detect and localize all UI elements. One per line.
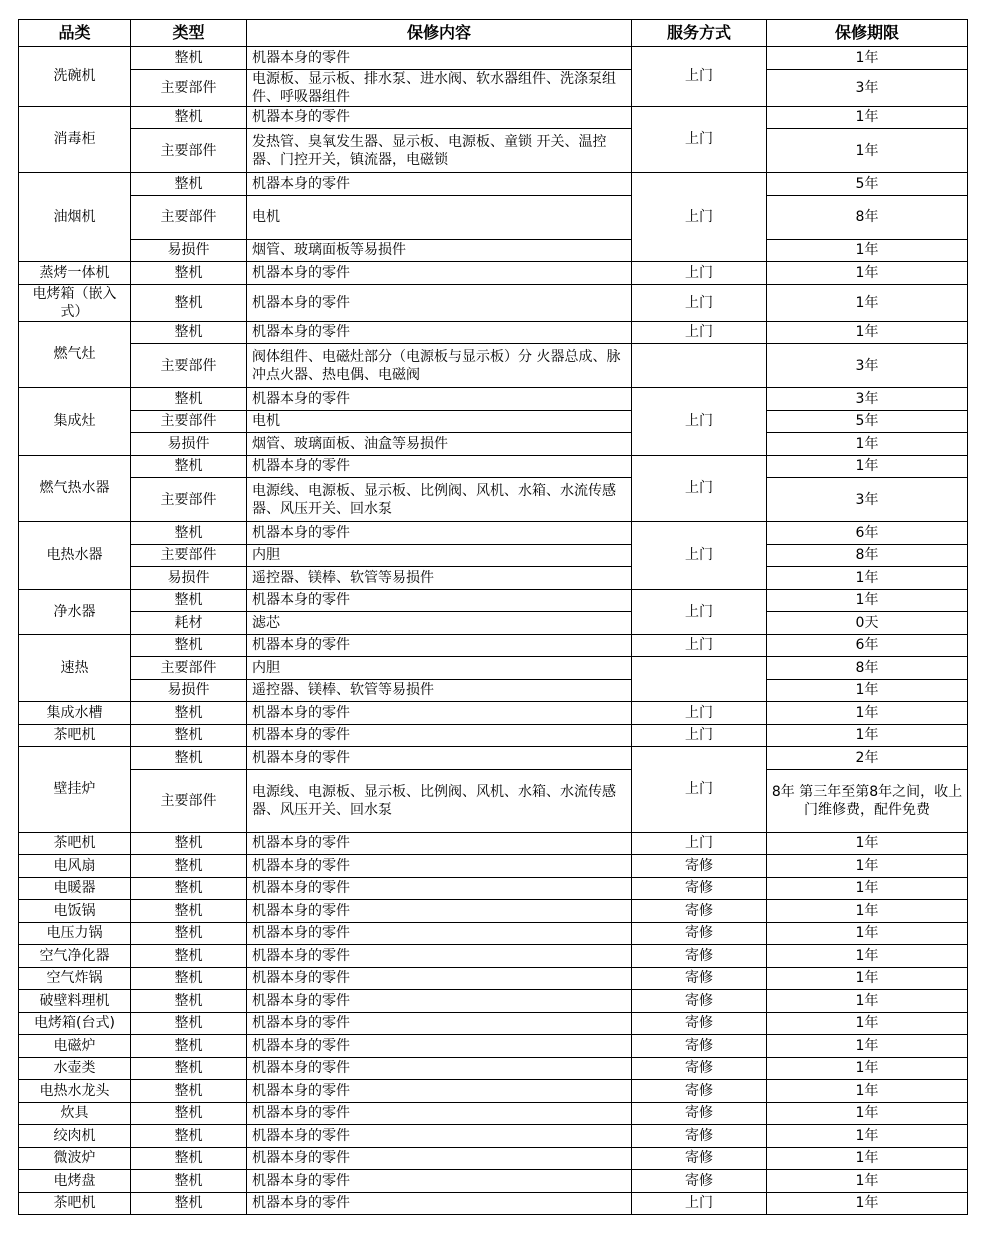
period-cell: 3年 [767, 69, 968, 106]
period-cell: 1年 [767, 832, 968, 855]
type-cell: 主要部件 [131, 769, 247, 832]
content-cell: 机器本身的零件 [247, 1147, 632, 1170]
period-cell: 1年 [767, 284, 968, 321]
type-cell: 整机 [131, 634, 247, 657]
category-cell: 绞肉机 [19, 1125, 131, 1148]
content-cell: 电源板、显示板、排水泵、进水阀、软水器组件、洗涤泵组件、呼吸器组件 [247, 69, 632, 106]
period-cell: 5年 [767, 173, 968, 196]
header-category: 品类 [19, 20, 131, 47]
category-cell: 电风扇 [19, 855, 131, 878]
category-cell: 电暖器 [19, 877, 131, 900]
content-cell: 机器本身的零件 [247, 47, 632, 70]
type-cell: 整机 [131, 1057, 247, 1080]
service-cell: 寄修 [632, 1057, 767, 1080]
period-cell: 1年 [767, 321, 968, 344]
service-cell: 寄修 [632, 1102, 767, 1125]
type-cell: 易损件 [131, 567, 247, 590]
type-cell: 整机 [131, 321, 247, 344]
type-cell: 主要部件 [131, 544, 247, 567]
table-row [19, 855, 968, 878]
content-cell: 电源线、电源板、显示板、比例阀、风机、水箱、水流传感器、风压开关、回水泵 [247, 478, 632, 522]
table-row [19, 239, 968, 262]
table-row [19, 433, 968, 456]
content-cell: 机器本身的零件 [247, 967, 632, 990]
content-cell: 机器本身的零件 [247, 1012, 632, 1035]
category-cell: 洗碗机 [19, 47, 131, 107]
category-cell: 电烤箱(台式) [19, 1012, 131, 1035]
period-cell: 1年 [767, 1192, 968, 1215]
period-cell: 1年 [767, 589, 968, 612]
table-row [19, 1102, 968, 1125]
table-row [19, 679, 968, 702]
table-row [19, 724, 968, 747]
table-row [19, 455, 968, 478]
content-cell: 机器本身的零件 [247, 1035, 632, 1058]
category-cell: 破壁料理机 [19, 990, 131, 1013]
header-type: 类型 [131, 20, 247, 47]
service-cell: 寄修 [632, 1035, 767, 1058]
period-cell: 2年 [767, 747, 968, 770]
content-cell: 电源线、电源板、显示板、比例阀、风机、水箱、水流传感器、风压开关、回水泵 [247, 769, 632, 832]
type-cell: 整机 [131, 1102, 247, 1125]
service-cell: 上门 [632, 724, 767, 747]
content-cell: 遥控器、镁棒、软管等易损件 [247, 679, 632, 702]
type-cell: 主要部件 [131, 69, 247, 106]
period-cell: 1年 [767, 679, 968, 702]
content-cell: 机器本身的零件 [247, 262, 632, 285]
category-cell: 电热水龙头 [19, 1080, 131, 1103]
service-cell: 寄修 [632, 855, 767, 878]
category-cell: 油烟机 [19, 173, 131, 262]
category-cell: 消毒柜 [19, 106, 131, 173]
header-row [19, 20, 968, 47]
category-cell: 蒸烤一体机 [19, 262, 131, 285]
table-row [19, 321, 968, 344]
type-cell: 整机 [131, 1147, 247, 1170]
service-cell: 上门 [632, 832, 767, 855]
service-cell: 上门 [632, 47, 767, 107]
table-row [19, 1147, 968, 1170]
service-cell: 上门 [632, 106, 767, 173]
content-cell: 机器本身的零件 [247, 173, 632, 196]
table-row [19, 47, 968, 70]
category-cell: 空气净化器 [19, 945, 131, 968]
service-cell: 寄修 [632, 967, 767, 990]
content-cell: 机器本身的零件 [247, 702, 632, 725]
type-cell: 整机 [131, 945, 247, 968]
period-cell: 1年 [767, 47, 968, 70]
period-cell: 8年 第三年至第8年之间，收上门维修费，配件免费 [767, 769, 968, 832]
type-cell: 整机 [131, 855, 247, 878]
service-cell: 上门 [632, 1192, 767, 1215]
type-cell: 整机 [131, 262, 247, 285]
period-cell: 1年 [767, 239, 968, 262]
service-cell-empty [632, 657, 767, 702]
period-cell: 1年 [767, 433, 968, 456]
type-cell: 整机 [131, 1035, 247, 1058]
period-cell: 1年 [767, 129, 968, 173]
period-cell: 1年 [767, 1170, 968, 1193]
table-row [19, 832, 968, 855]
table-row [19, 634, 968, 657]
period-cell: 3年 [767, 344, 968, 388]
type-cell: 整机 [131, 1080, 247, 1103]
service-cell: 上门 [632, 173, 767, 262]
table-row [19, 1035, 968, 1058]
service-cell: 寄修 [632, 945, 767, 968]
service-cell: 上门 [632, 747, 767, 833]
period-cell: 1年 [767, 990, 968, 1013]
type-cell: 整机 [131, 1192, 247, 1215]
content-cell: 机器本身的零件 [247, 877, 632, 900]
category-cell: 炊具 [19, 1102, 131, 1125]
period-cell: 6年 [767, 522, 968, 545]
service-cell: 寄修 [632, 900, 767, 923]
service-cell-empty [632, 344, 767, 388]
content-cell: 机器本身的零件 [247, 1080, 632, 1103]
type-cell: 主要部件 [131, 195, 247, 239]
content-cell: 机器本身的零件 [247, 284, 632, 321]
category-cell: 水壶类 [19, 1057, 131, 1080]
service-cell: 上门 [632, 702, 767, 725]
period-cell: 1年 [767, 1035, 968, 1058]
table-row [19, 284, 968, 321]
type-cell: 整机 [131, 702, 247, 725]
period-cell: 1年 [767, 106, 968, 129]
table-row [19, 1170, 968, 1193]
table-row [19, 1080, 968, 1103]
table-row [19, 922, 968, 945]
table-row [19, 657, 968, 680]
table-row [19, 769, 968, 832]
table-row [19, 877, 968, 900]
period-cell: 1年 [767, 1012, 968, 1035]
period-cell: 6年 [767, 634, 968, 657]
service-cell: 寄修 [632, 1012, 767, 1035]
table-row [19, 544, 968, 567]
type-cell: 主要部件 [131, 344, 247, 388]
period-cell: 1年 [767, 900, 968, 923]
period-cell: 8年 [767, 657, 968, 680]
period-cell: 1年 [767, 877, 968, 900]
content-cell: 机器本身的零件 [247, 1125, 632, 1148]
category-cell: 茶吧机 [19, 1192, 131, 1215]
category-cell: 电烤箱（嵌入式） [19, 284, 131, 321]
content-cell: 内胆 [247, 544, 632, 567]
period-cell: 1年 [767, 1147, 968, 1170]
type-cell: 整机 [131, 173, 247, 196]
table-row [19, 900, 968, 923]
service-cell: 上门 [632, 522, 767, 590]
table-row [19, 1192, 968, 1215]
content-cell: 机器本身的零件 [247, 1057, 632, 1080]
service-cell: 上门 [632, 388, 767, 456]
service-cell: 上门 [632, 284, 767, 321]
table-row [19, 967, 968, 990]
table-row [19, 129, 968, 173]
header-content: 保修内容 [247, 20, 632, 47]
type-cell: 整机 [131, 1012, 247, 1035]
content-cell: 机器本身的零件 [247, 900, 632, 923]
table-row [19, 945, 968, 968]
content-cell: 机器本身的零件 [247, 455, 632, 478]
category-cell: 电热水器 [19, 522, 131, 590]
type-cell: 易损件 [131, 679, 247, 702]
category-cell: 茶吧机 [19, 724, 131, 747]
content-cell: 机器本身的零件 [247, 832, 632, 855]
type-cell: 易损件 [131, 433, 247, 456]
type-cell: 整机 [131, 747, 247, 770]
type-cell: 主要部件 [131, 657, 247, 680]
period-cell: 8年 [767, 195, 968, 239]
type-cell: 整机 [131, 1125, 247, 1148]
content-cell: 机器本身的零件 [247, 945, 632, 968]
content-cell: 滤芯 [247, 612, 632, 635]
type-cell: 主要部件 [131, 410, 247, 433]
table-row [19, 702, 968, 725]
table-row [19, 106, 968, 129]
table-row [19, 69, 968, 106]
period-cell: 1年 [767, 262, 968, 285]
content-cell: 发热管、臭氧发生器、显示板、电源板、童锁 开关、温控器、门控开关，镇流器，电磁锁 [247, 129, 632, 173]
service-cell: 上门 [632, 455, 767, 522]
service-cell: 上门 [632, 634, 767, 657]
category-cell: 茶吧机 [19, 832, 131, 855]
content-cell: 机器本身的零件 [247, 106, 632, 129]
content-cell: 阀体组件、电磁灶部分（电源板与显示板）分 火器总成、脉冲点火器、热电偶、电磁阀 [247, 344, 632, 388]
table-row [19, 410, 968, 433]
table-row [19, 1012, 968, 1035]
content-cell: 机器本身的零件 [247, 747, 632, 770]
table-row [19, 747, 968, 770]
category-cell: 集成水槽 [19, 702, 131, 725]
type-cell: 主要部件 [131, 129, 247, 173]
content-cell: 遥控器、镁棒、软管等易损件 [247, 567, 632, 590]
type-cell: 整机 [131, 106, 247, 129]
period-cell: 1年 [767, 922, 968, 945]
content-cell: 电机 [247, 195, 632, 239]
table-row [19, 567, 968, 590]
service-cell: 上门 [632, 321, 767, 344]
type-cell: 整机 [131, 589, 247, 612]
table-row [19, 478, 968, 522]
service-cell: 寄修 [632, 1125, 767, 1148]
content-cell: 机器本身的零件 [247, 1102, 632, 1125]
content-cell: 机器本身的零件 [247, 522, 632, 545]
table-row [19, 388, 968, 411]
content-cell: 机器本身的零件 [247, 388, 632, 411]
type-cell: 易损件 [131, 239, 247, 262]
header-service: 服务方式 [632, 20, 767, 47]
table-row [19, 195, 968, 239]
category-cell: 壁挂炉 [19, 747, 131, 833]
period-cell: 0天 [767, 612, 968, 635]
category-cell: 速热 [19, 634, 131, 702]
table-row [19, 612, 968, 635]
content-cell: 电机 [247, 410, 632, 433]
table-row [19, 522, 968, 545]
service-cell: 寄修 [632, 877, 767, 900]
content-cell: 烟管、玻璃面板等易损件 [247, 239, 632, 262]
type-cell: 整机 [131, 724, 247, 747]
type-cell: 整机 [131, 900, 247, 923]
content-cell: 机器本身的零件 [247, 634, 632, 657]
category-cell: 电烤盘 [19, 1170, 131, 1193]
content-cell: 机器本身的零件 [247, 922, 632, 945]
content-cell: 机器本身的零件 [247, 321, 632, 344]
period-cell: 5年 [767, 410, 968, 433]
type-cell: 整机 [131, 832, 247, 855]
category-cell: 电饭锅 [19, 900, 131, 923]
period-cell: 1年 [767, 1080, 968, 1103]
type-cell: 耗材 [131, 612, 247, 635]
type-cell: 整机 [131, 877, 247, 900]
content-cell: 烟管、玻璃面板、油盒等易损件 [247, 433, 632, 456]
period-cell: 1年 [767, 1057, 968, 1080]
category-cell: 净水器 [19, 589, 131, 634]
category-cell: 电磁炉 [19, 1035, 131, 1058]
table-row [19, 1057, 968, 1080]
period-cell: 1年 [767, 1102, 968, 1125]
period-cell: 1年 [767, 455, 968, 478]
category-cell: 燃气灶 [19, 321, 131, 388]
period-cell: 3年 [767, 478, 968, 522]
period-cell: 1年 [767, 567, 968, 590]
period-cell: 1年 [767, 945, 968, 968]
type-cell: 整机 [131, 284, 247, 321]
period-cell: 8年 [767, 544, 968, 567]
type-cell: 整机 [131, 990, 247, 1013]
type-cell: 主要部件 [131, 478, 247, 522]
service-cell: 寄修 [632, 1080, 767, 1103]
service-cell: 上门 [632, 262, 767, 285]
table-row [19, 262, 968, 285]
content-cell: 机器本身的零件 [247, 724, 632, 747]
type-cell: 整机 [131, 967, 247, 990]
period-cell: 1年 [767, 1125, 968, 1148]
period-cell: 1年 [767, 967, 968, 990]
table-row [19, 990, 968, 1013]
category-cell: 集成灶 [19, 388, 131, 456]
table-row [19, 1125, 968, 1148]
category-cell: 电压力锅 [19, 922, 131, 945]
table-row [19, 589, 968, 612]
header-period: 保修期限 [767, 20, 968, 47]
period-cell: 1年 [767, 855, 968, 878]
type-cell: 整机 [131, 47, 247, 70]
table-body [19, 47, 968, 1215]
service-cell: 寄修 [632, 1170, 767, 1193]
type-cell: 整机 [131, 1170, 247, 1193]
period-cell: 1年 [767, 702, 968, 725]
content-cell: 机器本身的零件 [247, 589, 632, 612]
type-cell: 整机 [131, 522, 247, 545]
content-cell: 机器本身的零件 [247, 1170, 632, 1193]
content-cell: 机器本身的零件 [247, 1192, 632, 1215]
type-cell: 整机 [131, 388, 247, 411]
table-row [19, 344, 968, 388]
content-cell: 机器本身的零件 [247, 855, 632, 878]
table-row [19, 173, 968, 196]
service-cell: 寄修 [632, 922, 767, 945]
category-cell: 微波炉 [19, 1147, 131, 1170]
warranty-table [18, 19, 968, 1215]
content-cell: 机器本身的零件 [247, 990, 632, 1013]
period-cell: 3年 [767, 388, 968, 411]
category-cell: 空气炸锅 [19, 967, 131, 990]
service-cell: 寄修 [632, 1147, 767, 1170]
service-cell: 寄修 [632, 990, 767, 1013]
content-cell: 内胆 [247, 657, 632, 680]
type-cell: 整机 [131, 455, 247, 478]
category-cell: 燃气热水器 [19, 455, 131, 522]
service-cell: 上门 [632, 589, 767, 634]
type-cell: 整机 [131, 922, 247, 945]
period-cell: 1年 [767, 724, 968, 747]
